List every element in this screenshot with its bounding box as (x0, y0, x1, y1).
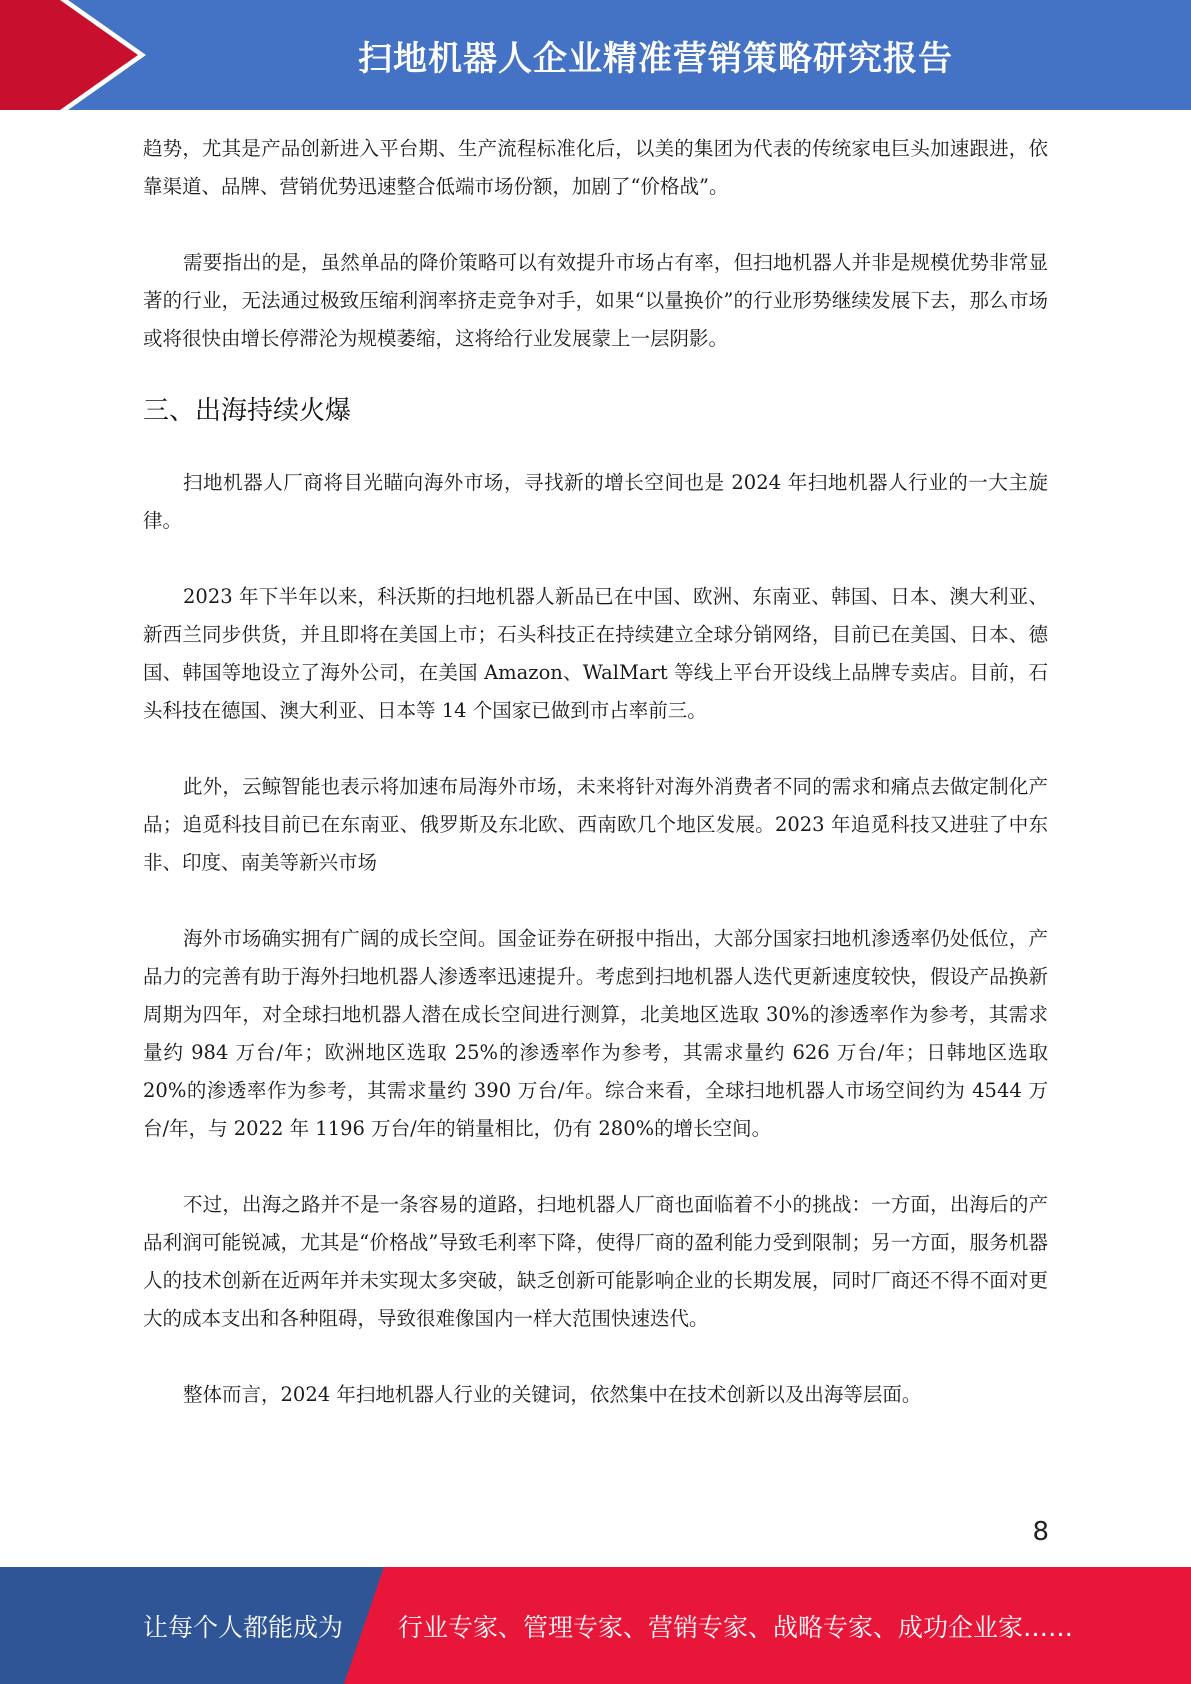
page-number: 8 (1032, 1517, 1049, 1547)
paragraph: 趋势，尤其是产品创新进入平台期、生产流程标准化后，以美的集团为代表的传统家电巨头加速跟进，依靠渠道、品牌、营销优势迅速整合低端市场份额，加剧了“价格战”。 (143, 137, 1048, 198)
paragraph: 海外市场确实拥有广阔的成长空间。国金证券在研报中指出，大部分国家扫地机渗透率仍处低位，产品力的完善有助于海外扫地机器人渗透率迅速提升。考虑到扫地机器人迭代更新速度较快，假设产品换新周期为四年，对全球扫地机器人潜在成长空间进行测算，北美地区选取 30%的渗透率作为参考，其需求量约 984 万台/年；欧洲地区选取 25%的渗透率作为参考，其需求量约 626 万台/年；日韩地区选取 20%的渗透率作为参考，其需求量约 390 万台/年。综合来看，全球扫地机器人市场空间约为 4544 万台/年，与 2022 年 1196 万台/年的销量相比，仍有 280%的增长空间。 (143, 927, 1048, 1140)
footer-slogan-left: 让每个人都能成为 (143, 1612, 344, 1642)
section-heading: 三、出海持续火爆 (143, 396, 352, 426)
paragraph: 2023 年下半年以来，科沃斯的扫地机器人新品已在中国、欧洲、东南亚、韩国、日本、澳大利亚、新西兰同步供货，并且即将在美国上市；石头科技正在持续建立全球分销网络，目前已在美国、日本、德国、韩国等地设立了海外公司，在美国 Amazon、WalMart 等线上平台开设线上品牌专卖店。目前，石头科技在德国、澳大利亚、日本等 14 个国家已做到市占率前三。 (143, 585, 1048, 722)
paragraph: 扫地机器人厂商将目光瞄向海外市场，寻找新的增长空间也是 2024 年扫地机器人行业的一大主旋律。 (143, 471, 1048, 532)
page-footer (0, 1567, 1191, 1684)
paragraph: 此外，云鲸智能也表示将加速布局海外市场，未来将针对海外消费者不同的需求和痛点去做定制化产品；追觅科技目前已在东南亚、俄罗斯及东北欧、西南欧几个地区发展。2023 年追觅科技又进驻了中东非、印度、南美等新兴市场 (143, 775, 1048, 874)
chevron-arrow-icon (0, 0, 160, 110)
footer-slogan-right: 行业专家、管理专家、营销专家、战略专家、成功企业家…… (398, 1612, 1074, 1642)
paragraph: 不过，出海之路并不是一条容易的道路，扫地机器人厂商也面临着不小的挑战：一方面，出海后的产品利润可能锐减，尤其是“价格战”导致毛利率下降，使得厂商的盈利能力受到限制；另一方面，服务机器人的技术创新在近两年并未实现太多突破，缺乏创新可能影响企业的长期发展，同时厂商还不得不面对更大的成本支出和各种阻碍，导致很难像国内一样大范围快速迭代。 (143, 1193, 1048, 1330)
paragraph: 整体而言，2024 年扫地机器人行业的关键词，依然集中在技术创新以及出海等层面。 (183, 1383, 922, 1406)
report-title: 扫地机器人企业精准营销策略研究报告 (358, 38, 953, 79)
paragraph: 需要指出的是，虽然单品的降价策略可以有效提升市场占有率，但扫地机器人并非是规模优势非常显著的行业，无法通过极致压缩利润率挤走竞争对手，如果“以量换价”的行业形势继续发展下去，那么市场或将很快由增长停滞沦为规模萎缩，这将给行业发展蒙上一层阴影。 (143, 251, 1048, 350)
page-header (0, 0, 1191, 110)
document-body (143, 130, 1048, 1414)
